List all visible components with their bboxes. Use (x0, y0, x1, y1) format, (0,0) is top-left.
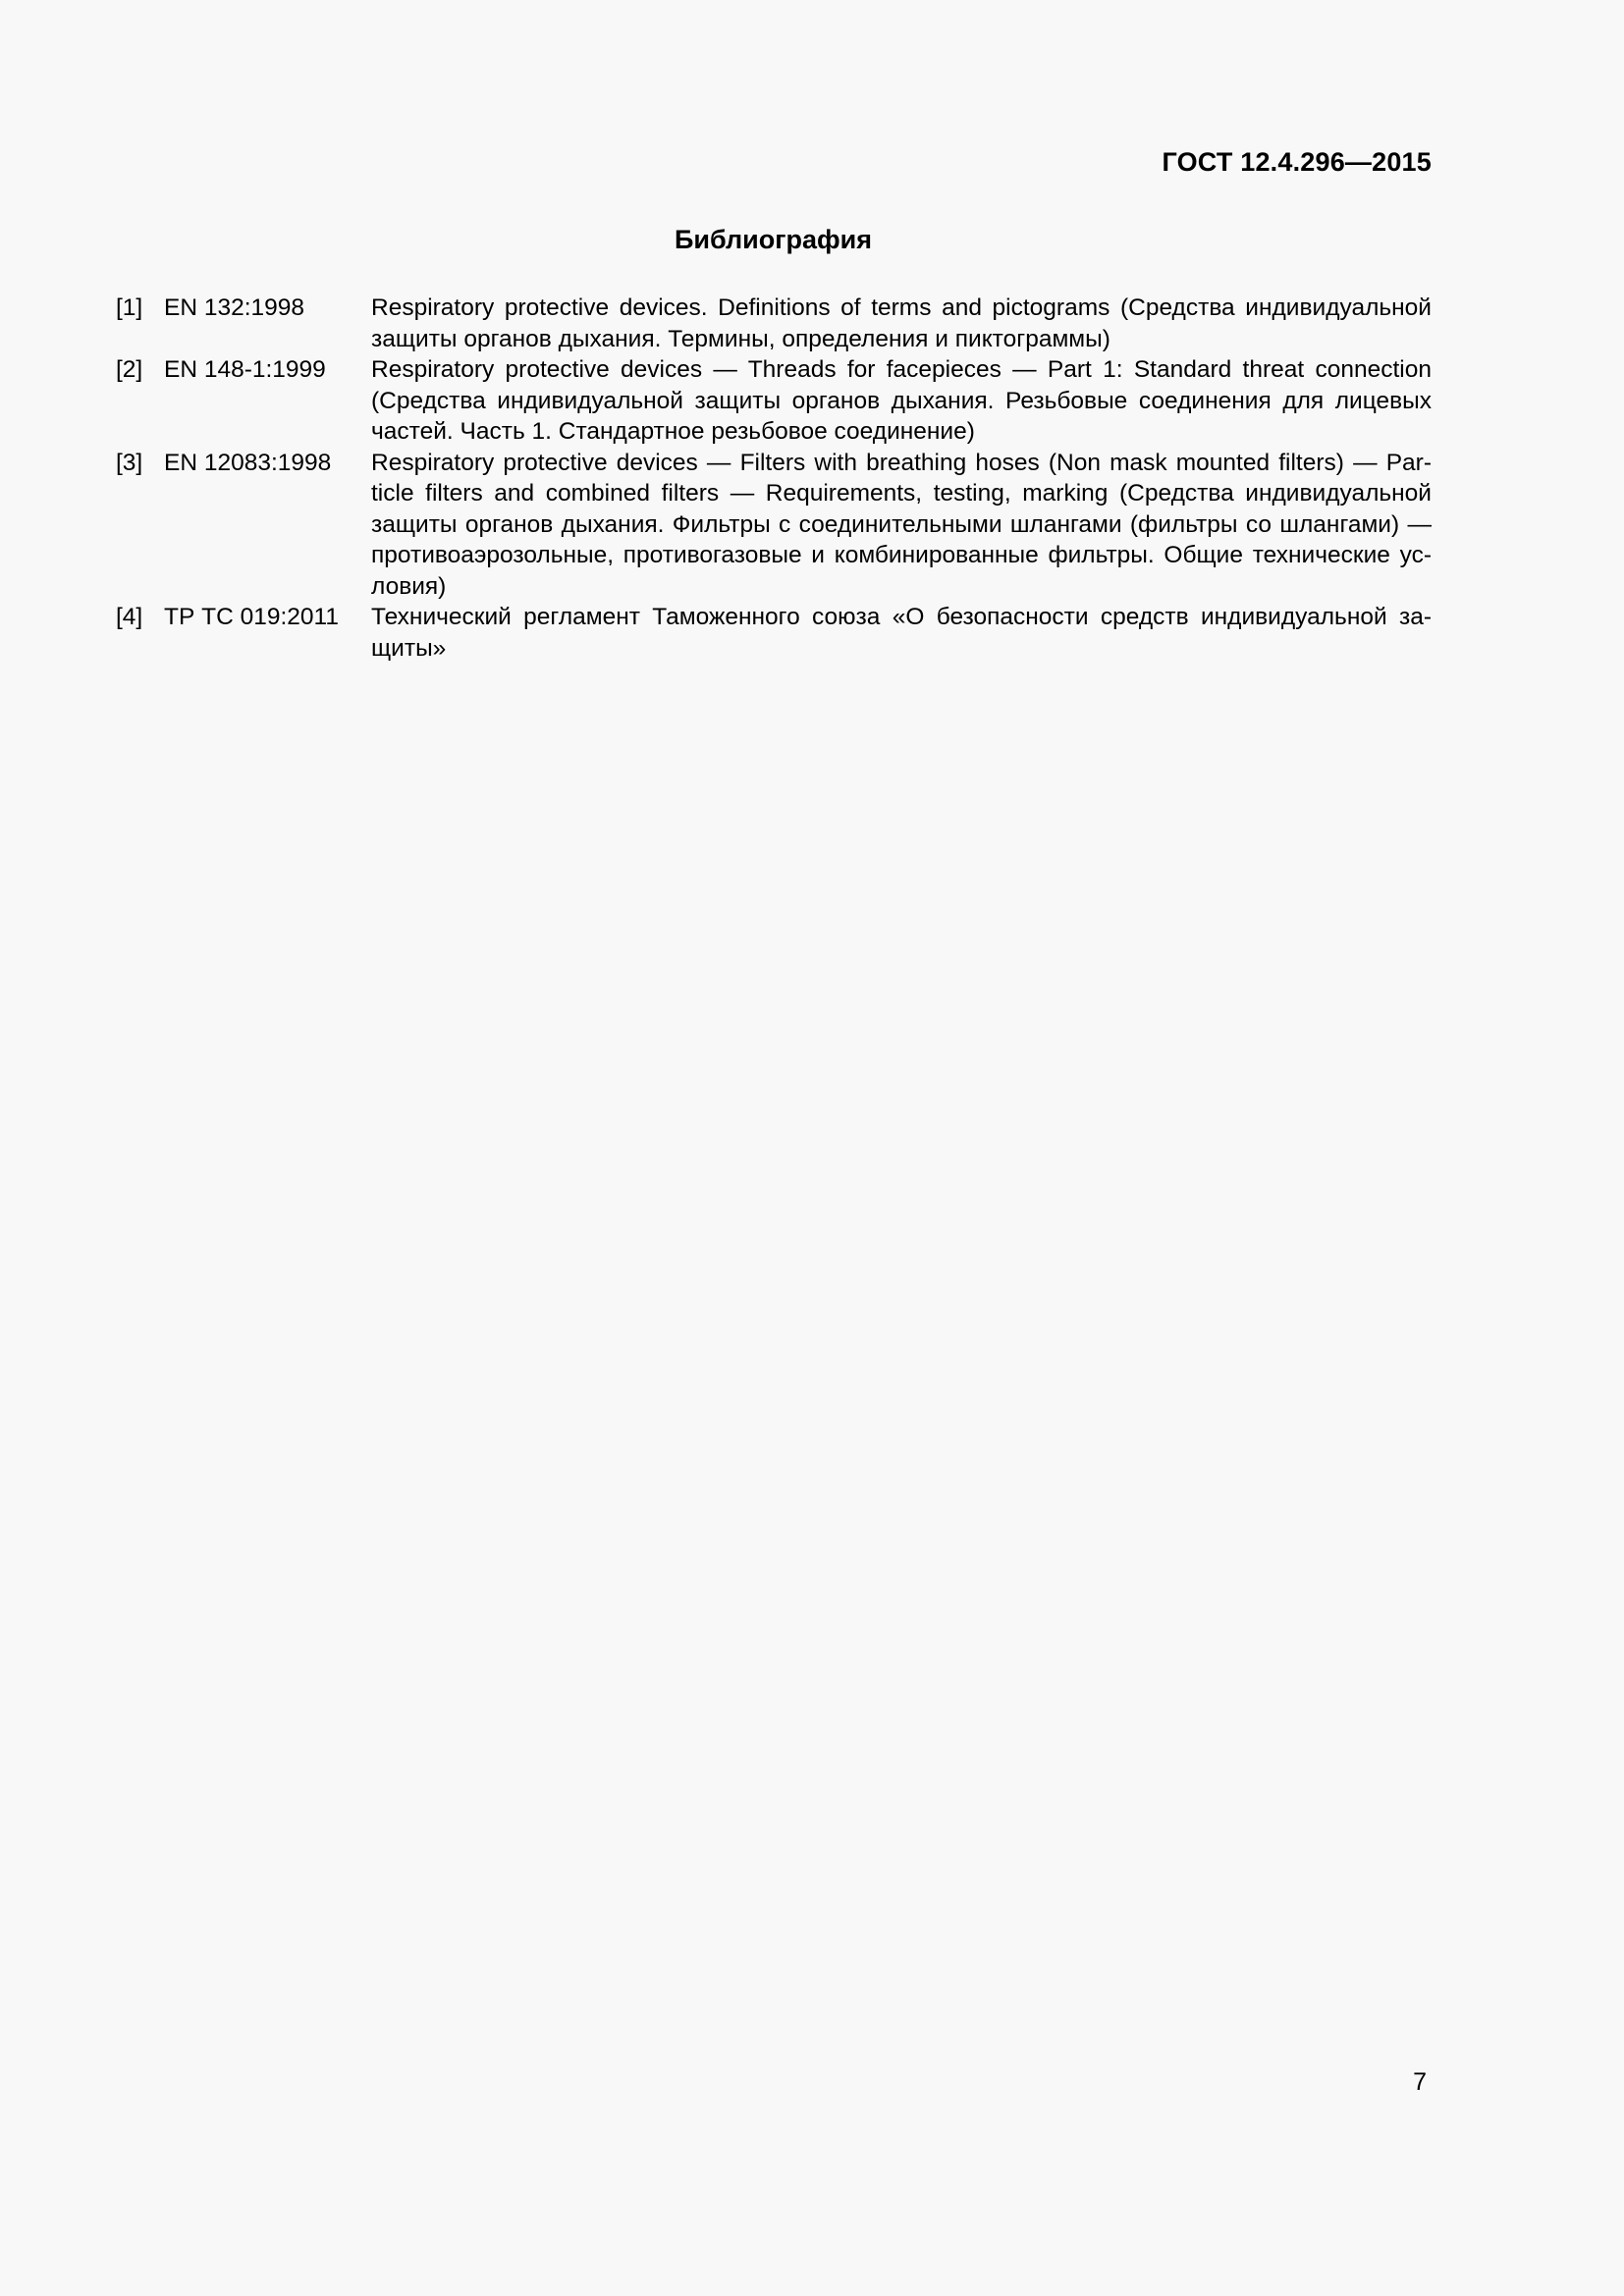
entry-text: Respiratory protective devices — Filters with breathing hoses (Non mask mounted filters) — Particle filters and combined filters — Requirements, testing, marking (Средства индивидуальной защиты органов дыхания. Фильтры с соединительными шлангами (фильтры со шлангами) — противоаэрозольные, противогазовые и комбинированные фильтры. Общие технические условия) (371, 449, 1432, 600)
entry-code: EN 132:1998 (164, 294, 305, 321)
page-header-standard-code: ГОСТ 12.4.296—2015 (1162, 147, 1432, 177)
bibliography-list (116, 293, 1432, 664)
entry-code: ТР ТС 019:2011 (164, 604, 339, 630)
entry-text: Технический регламент Таможенного союза «О безопасности средств индивидуальной защиты» (371, 604, 1432, 662)
entry-code: EN 148-1:1999 (164, 356, 326, 383)
bibliography-entry (116, 293, 1432, 354)
page-number: 7 (1413, 2068, 1427, 2096)
entry-text: Respiratory protective devices. Definitions of terms and pictograms (Средства индивидуальной защиты органов дыхания. Термины, определения и пиктограммы) (371, 294, 1432, 352)
entry-number: [4] (116, 604, 143, 630)
bibliography-entry (116, 448, 1432, 603)
entry-text: Respiratory protective devices — Threads for facepieces — Part 1: Standard threat connection (Средства индивидуальной защиты органов дыхания. Резьбовые соединения для лицевых частей. Часть 1. Стандартное резьбовое соединение) (371, 356, 1432, 445)
bibliography-entry (116, 354, 1432, 448)
entry-number: [2] (116, 356, 143, 383)
entry-number: [1] (116, 294, 143, 321)
entry-code: EN 12083:1998 (164, 449, 332, 476)
entry-number: [3] (116, 449, 143, 476)
bibliography-entry (116, 602, 1432, 664)
section-title: Библиография (675, 225, 872, 254)
